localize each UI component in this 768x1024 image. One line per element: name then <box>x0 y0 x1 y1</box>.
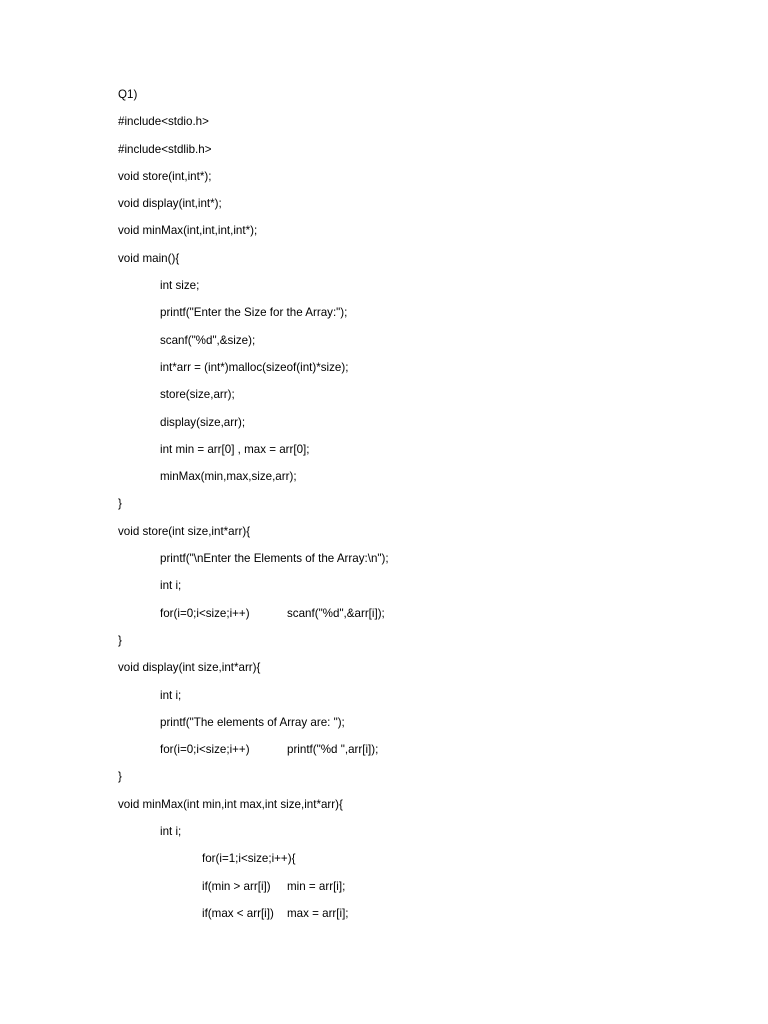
code-text: display(size,arr); <box>160 415 246 429</box>
code-text: int size; <box>160 279 200 293</box>
code-text: int*arr = (int*)malloc(sizeof(int)*size); <box>160 360 349 374</box>
code-text: void store(int size,int*arr){ <box>118 524 251 538</box>
code-text-continued: min = arr[i]; <box>287 879 346 893</box>
code-line <box>118 167 738 194</box>
code-text: for(i=1;i<size;i++){ <box>202 852 296 866</box>
code-text: } <box>118 497 122 511</box>
code-text: } <box>118 633 122 647</box>
code-line <box>118 494 738 521</box>
code-text: printf("Enter the Size for the Array:"); <box>160 306 348 320</box>
code-text-continued: printf("%d ",arr[i]); <box>287 743 379 757</box>
code-line <box>118 303 738 330</box>
code-line <box>118 849 738 876</box>
code-line <box>118 467 738 494</box>
code-text: if(max < arr[i]) <box>202 906 274 920</box>
code-line <box>118 795 738 822</box>
code-text-continued: scanf("%d",&arr[i]); <box>287 606 385 620</box>
code-line <box>118 877 738 904</box>
code-text: for(i=0;i<size;i++) <box>160 743 250 757</box>
code-text: Q1) <box>118 88 138 101</box>
code-text: minMax(min,max,size,arr); <box>160 470 297 484</box>
code-line <box>118 713 738 740</box>
code-text: void minMax(int min,int max,int size,int*arr){ <box>118 797 343 811</box>
code-text: int i; <box>160 688 182 702</box>
code-line <box>118 767 738 794</box>
code-line <box>118 604 738 631</box>
code-line <box>118 631 738 658</box>
code-text: scanf("%d",&size); <box>160 333 256 347</box>
code-line <box>118 221 738 248</box>
code-line <box>118 740 738 767</box>
code-text: int i; <box>160 579 182 593</box>
code-text: for(i=0;i<size;i++) <box>160 606 250 620</box>
code-line <box>118 686 738 713</box>
code-text: } <box>118 770 122 784</box>
code-line <box>118 904 738 931</box>
code-line <box>118 331 738 358</box>
code-text: if(min > arr[i]) <box>202 879 271 893</box>
code-text: void minMax(int,int,int,int*); <box>118 224 258 238</box>
code-text-continued: max = arr[i]; <box>287 906 349 920</box>
code-line <box>118 385 738 412</box>
code-text: store(size,arr); <box>160 388 235 402</box>
code-line <box>118 822 738 849</box>
code-text: void display(int,int*); <box>118 197 222 211</box>
code-text: printf("\nEnter the Elements of the Array:\n"); <box>160 552 389 566</box>
code-line <box>118 85 738 112</box>
code-line <box>118 549 738 576</box>
code-text: void main(){ <box>118 251 180 265</box>
code-line <box>118 522 738 549</box>
code-line <box>118 658 738 685</box>
code-text: #include<stdio.h> <box>118 115 209 129</box>
code-listing <box>118 85 738 931</box>
code-text: void display(int size,int*arr){ <box>118 661 261 675</box>
code-text: int min = arr[0] , max = arr[0]; <box>160 442 310 456</box>
code-line <box>118 358 738 385</box>
code-line <box>118 576 738 603</box>
code-text: #include<stdlib.h> <box>118 142 212 156</box>
code-line <box>118 276 738 303</box>
code-line <box>118 413 738 440</box>
code-line <box>118 194 738 221</box>
code-text: void store(int,int*); <box>118 169 212 183</box>
code-line <box>118 112 738 139</box>
code-line <box>118 140 738 167</box>
code-text: printf("The elements of Array are: "); <box>160 715 345 729</box>
code-line <box>118 440 738 467</box>
code-line <box>118 249 738 276</box>
code-text: int i; <box>160 825 182 839</box>
